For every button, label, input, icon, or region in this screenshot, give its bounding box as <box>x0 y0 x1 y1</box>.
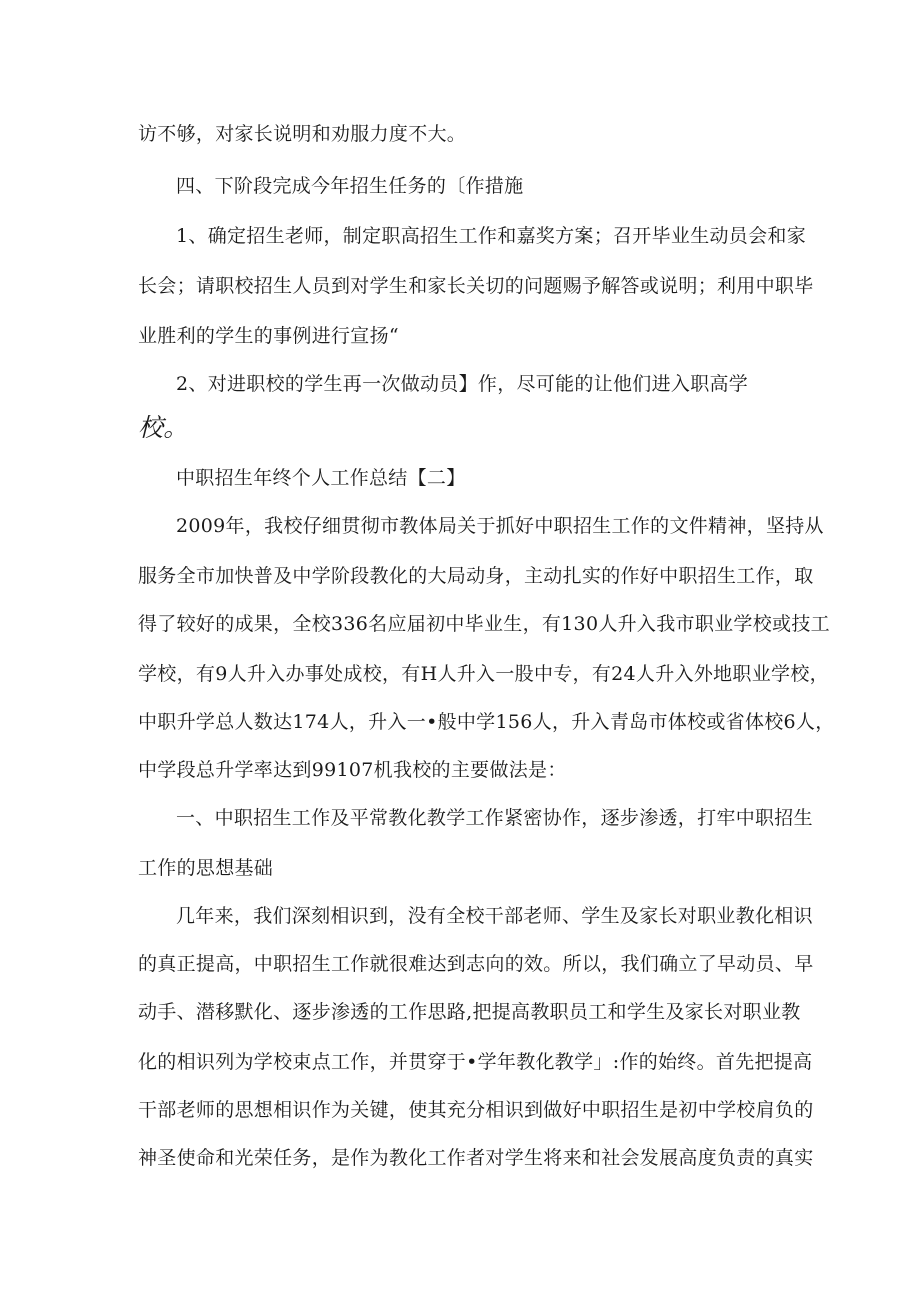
text-line: 服务全市加快普及中学阶段教化的大局动身，主动扎实的作好中职招生工作，取 <box>138 565 814 587</box>
text-line: 干部老师的思想相识作为关键，使其充分相识到做好中职招生是初中学校肩负的 <box>138 1099 814 1121</box>
text-line: 神圣使命和光荣任务，是作为教化工作者对学生将来和社会发展高度负责的真实 <box>138 1147 814 1169</box>
text-line: 1、确定招生老师，制定职高招生工作和嘉奖方案；召开毕业生动员会和家 <box>176 225 806 247</box>
text-line: 几年来，我们深刻相识到，没有全校干部老师、学生及家长对职业教化相识 <box>176 905 813 927</box>
section-title: 中职招生年终个人工作总结【二】 <box>176 467 466 489</box>
text-line: 2009年，我校仔细贯彻市教体局关于抓好中职招生工作的文件精神，坚持从 <box>176 515 824 537</box>
text-line: 工作的思想基础 <box>138 857 274 879</box>
text-line: 业胜利的学生的事例进行宣扬“ <box>138 325 399 347</box>
section-heading: 一、中职招生工作及平常教化教学工作紧密协作，逐步渗透，打牢中职招生 <box>176 807 813 829</box>
text-line: 中职升学总人数达174人，升入一•般中学156人，升入青岛市体校或省体校6人， <box>138 711 835 733</box>
text-line: 校。 <box>138 413 189 442</box>
text-line: 中学段总升学率达到99107机我校的主要做法是： <box>138 759 567 781</box>
text-line: 2、对进职校的学生再一次做动员】作，尽可能的让他们进入职高学 <box>176 373 749 395</box>
text-line: 得了较好的成果，全校336名应届初中毕业生，有130人升入我市职业学校或技工 <box>138 613 830 635</box>
text-line: 访不够，对家长说明和劝服力度不大。 <box>138 123 467 145</box>
text-line: 动手、潜移默化、逐步渗透的工作思路,把提高教职员工和学生及家长对职业教 <box>138 1001 801 1023</box>
text-line: 长会；请职校招生人员到对学生和家长关切的问题赐予解答或说明；利用中职毕 <box>138 275 814 297</box>
text-line: 的真正提高，中职招生工作就很难达到志向的效。所以，我们确立了早动员、早 <box>138 953 814 975</box>
text-line: 学校，有9人升入办事处成校，有H人升入一股中专，有24人升入外地职业学校， <box>138 663 829 685</box>
text-line: 化的相识列为学校束点工作，并贯穿于•学年教化教学」:作的始终。首先把提高 <box>138 1051 813 1073</box>
section-heading: 四、下阶段完成今年招生任务的〔作措施 <box>176 175 524 197</box>
